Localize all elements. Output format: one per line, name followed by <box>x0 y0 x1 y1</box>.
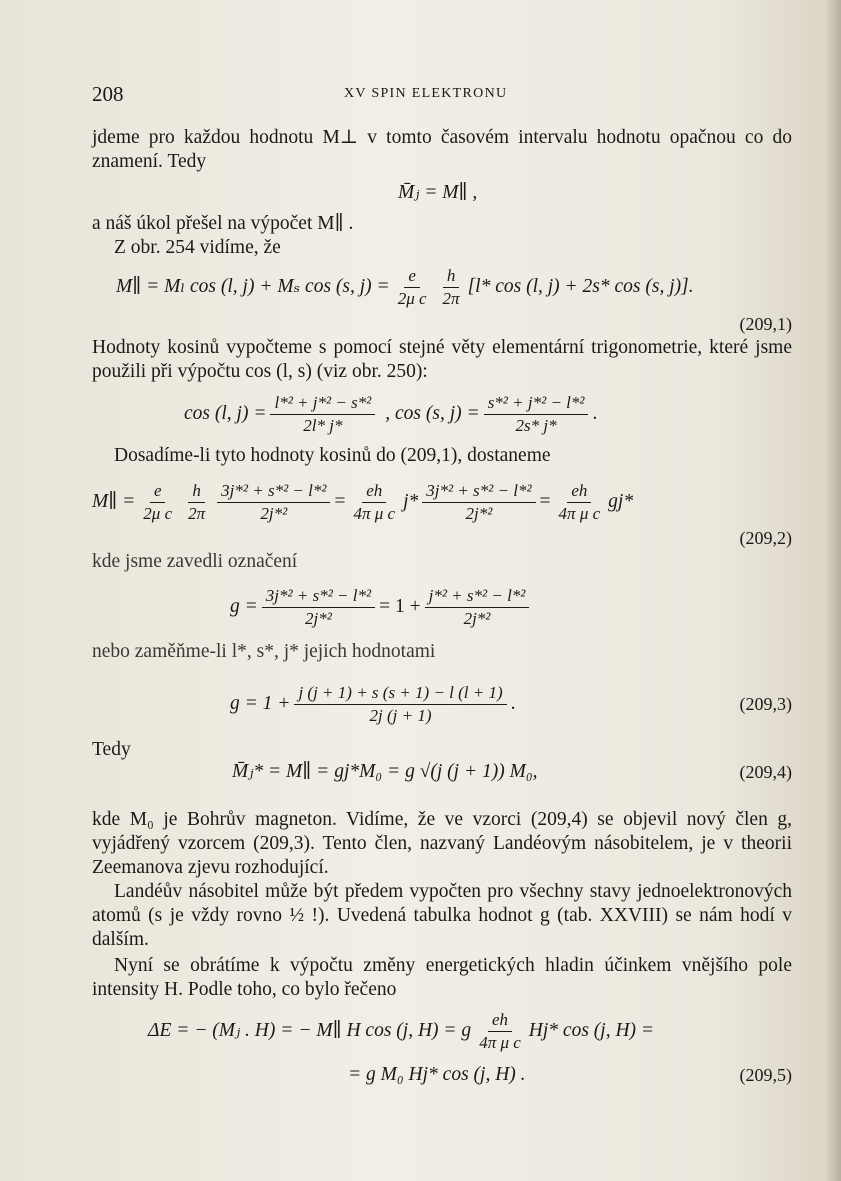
fraction-denominator: 2j*² <box>463 608 491 628</box>
equation-g <box>92 578 792 636</box>
fraction-denominator: 4π μ c <box>353 503 396 523</box>
eq-cos1-left: cos (l, j) = <box>184 403 267 424</box>
eq-209-5a-left: ΔE = − (Mⱼ . H) = − M∥ H cos (j, H) = g <box>148 1020 472 1041</box>
fraction-numerator: h <box>188 481 205 503</box>
equation-mj-text: M̄ⱼ = M∥ , <box>398 182 478 203</box>
fraction-numerator: eh <box>567 481 591 503</box>
fraction-numerator: 3j*² + s*² − l*² <box>422 481 535 503</box>
eq-209-3-left: g = 1 + <box>230 693 291 714</box>
fraction-denominator: 2j*² <box>305 608 332 628</box>
eq-209-2-end: gj* <box>608 491 634 512</box>
fraction-denominator: 2l* j* <box>303 415 343 435</box>
fraction-denominator: 2j*² <box>465 503 493 523</box>
fraction-denominator: 4π μ c <box>558 503 601 523</box>
eq-209-5a-right: Hj* cos (j, H) = <box>528 1020 655 1041</box>
paragraph-2: a náš úkol přešel na výpočet M∥ . <box>92 213 354 234</box>
eq-g-left: g = <box>230 596 258 617</box>
fraction-denominator: 4π μ c <box>479 1032 521 1052</box>
equation-number-209-1: (209,1) <box>739 314 792 334</box>
fraction-numerator: j*² + s*² − l*² <box>425 586 530 608</box>
eq-209-1-fraction-e <box>394 266 431 309</box>
running-title: XV SPIN ELEKTRONU <box>344 86 508 101</box>
paragraph-8: Tedy <box>92 739 131 760</box>
eq-cos-end: . <box>592 403 598 424</box>
page-edge-shadow <box>825 0 841 1181</box>
eq-209-1-right: [l* cos (l, j) + 2s* cos (s, j)]. <box>467 276 694 297</box>
page-header <box>92 82 792 108</box>
eq-209-1-left: M∥ = Mₗ cos (l, j) + Mₛ cos (s, j) = <box>116 276 390 297</box>
eq-209-2-equals-2: = <box>539 491 551 512</box>
equation-number-209-4: (209,4) <box>739 762 792 782</box>
eq-cos2-left: , cos (s, j) = <box>385 403 480 424</box>
fraction-numerator: s*² + j*² − l*² <box>484 393 589 415</box>
eq-209-2-fraction-4 <box>349 481 399 524</box>
eq-g-fraction-2 <box>425 586 530 629</box>
equation-number-209-2: (209,2) <box>739 528 792 548</box>
equation-209-3 <box>92 674 792 734</box>
equation-209-4 <box>92 752 792 792</box>
fraction-numerator: j (j + 1) + s (s + 1) − l (l + 1) <box>294 683 506 705</box>
eq-g-mid: = 1 + <box>379 596 421 617</box>
fraction-denominator: 2j (j + 1) <box>369 705 432 725</box>
eq-cos2-fraction <box>484 393 589 436</box>
paragraph-4: Hodnoty kosinů vypočteme s pomocí stejné věty elementární trigonometrie, které jsme použili při výpočtu cos (l, s) (viz obr. 250): <box>92 337 792 382</box>
eq-209-5a-fraction <box>475 1010 525 1053</box>
equation-cosines <box>92 388 792 440</box>
eq-209-4-text: M̄ⱼ* = M∥ = gj*M₀ = g √(j (j + 1)) M₀, <box>232 761 538 782</box>
fraction-denominator: 2j*² <box>260 503 288 523</box>
page-number: 208 <box>92 82 124 106</box>
equation-209-1 <box>92 264 792 310</box>
fraction-denominator: 2π <box>188 503 206 523</box>
eq-209-2-equals-1: = <box>334 491 346 512</box>
equation-209-5a <box>92 1006 792 1056</box>
equation-209-2 <box>92 474 792 530</box>
equation-number-209-5: (209,5) <box>739 1065 792 1085</box>
eq-cos1-fraction <box>270 393 375 436</box>
fraction-numerator: eh <box>362 481 386 503</box>
paragraph-6: kde jsme zavedli označení <box>92 551 298 572</box>
fraction-numerator: h <box>443 266 460 288</box>
paragraph-9: kde M₀ je Bohrův magneton. Vidíme, že ve vzorci (209,4) se objevil nový člen g, vyjádřený vzorcem (209,3). Tento člen, nazvaný Landéovým násobitelem, je v theorii Zeemanova zjevu rozhodující. <box>92 809 792 878</box>
page-body <box>92 126 792 1094</box>
eq-209-3-fraction <box>294 683 506 726</box>
eq-209-2-fraction-2 <box>184 481 209 524</box>
fraction-numerator: l*² + j*² − s*² <box>270 393 375 415</box>
fraction-numerator: e <box>150 481 166 503</box>
fraction-denominator: 2s* j* <box>515 415 557 435</box>
fraction-numerator: 3j*² + s*² − l*² <box>262 586 375 608</box>
fraction-numerator: 3j*² + s*² − l*² <box>217 481 330 503</box>
paragraph-1: jdeme pro každou hodnotu M⊥ v tomto časovém intervalu hodnotu opačnou co do znamení. Tedy <box>92 127 792 172</box>
eq-209-2-fraction-5 <box>422 481 535 524</box>
fraction-numerator: e <box>404 266 420 288</box>
eq-209-3-end: . <box>510 693 516 714</box>
paragraph-10: Landéův násobitel může být předem vypočten pro všechny stavy jednoelektronových atomů (s je vždy rovno ½ !). Uvedená tabulka hodnot g (tab. XXVIII) se nám hodí v dalším. <box>92 881 792 950</box>
equation-number-209-3: (209,3) <box>739 694 792 714</box>
eq-g-fraction-1 <box>262 586 375 629</box>
paragraph-3: Z obr. 254 vidíme, že <box>114 237 281 258</box>
fraction-denominator: 2μ c <box>397 288 427 308</box>
eq-209-2-mid: j* <box>403 491 419 512</box>
eq-209-1-fraction-h <box>439 266 464 309</box>
fraction-denominator: 2π <box>442 288 460 308</box>
paragraph-7: nebo zaměňme-li l*, s*, j* jejich hodnotami <box>92 641 436 662</box>
eq-209-2-fraction-1 <box>139 481 176 524</box>
fraction-numerator: eh <box>488 1010 512 1032</box>
eq-209-5b-text: = g M₀ Hj* cos (j, H) . <box>348 1064 526 1085</box>
paragraph-11: Nyní se obrátíme k výpočtu změny energetických hladin účinkem vnějšího pole intensity H. Podle toho, co bylo řečeno <box>92 955 792 1000</box>
fraction-denominator: 2μ c <box>143 503 173 523</box>
eq-209-2-left: M∥ = <box>92 491 136 512</box>
equation-mj <box>92 178 792 208</box>
eq-209-2-fraction-6 <box>555 481 605 524</box>
equation-209-5b <box>92 1060 792 1090</box>
paragraph-5: Dosadíme-li tyto hodnoty kosinů do (209,1), dostaneme <box>114 445 551 466</box>
eq-209-2-fraction-3 <box>217 481 330 524</box>
